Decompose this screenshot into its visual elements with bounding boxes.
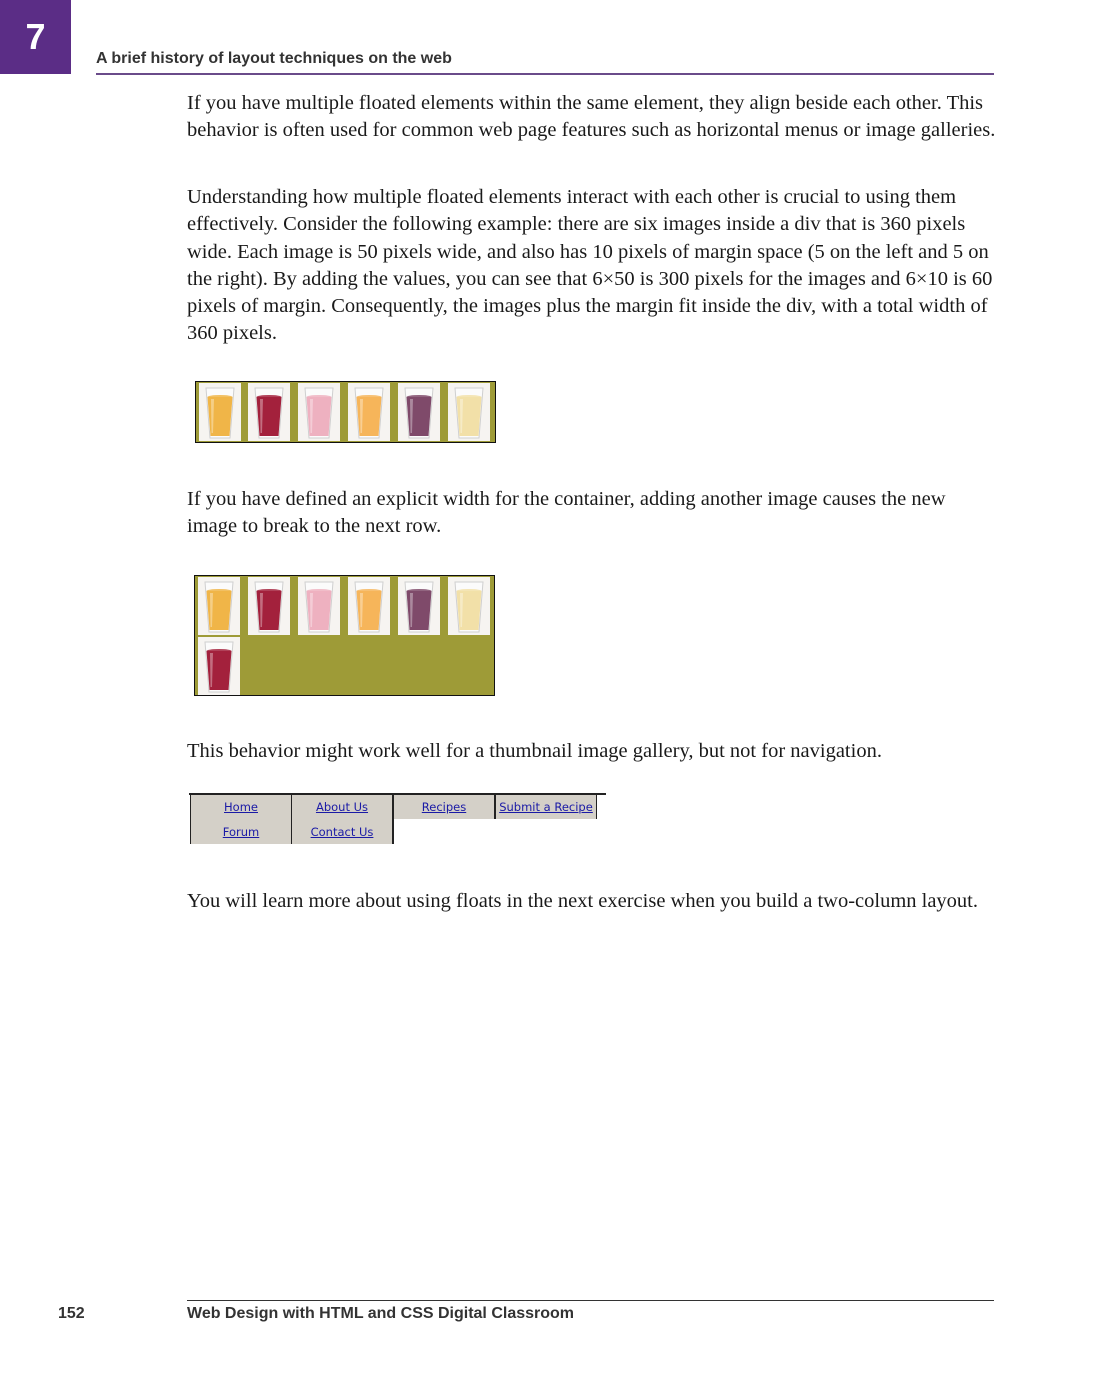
paragraph-next-exercise: You will learn more about using floats in the next exercise when you build a two-column layout.	[187, 890, 979, 912]
smoothie-thumbnail	[398, 577, 440, 635]
nav-link-recipes[interactable]: Recipes	[421, 800, 467, 814]
nav-cell-contact	[292, 819, 394, 844]
nav-cell-home	[190, 795, 293, 819]
six-image-gallery	[195, 381, 496, 443]
paragraph-floats-align: If you have multiple floated elements within the same element, they align beside each other. This behavior is often used for common web page features such as horizontal menus or image galleries.	[187, 92, 996, 142]
smoothie-thumbnail	[198, 577, 240, 635]
nav-link-contact-us[interactable]: Contact Us	[310, 824, 374, 839]
smoothie-thumbnail	[448, 577, 490, 635]
seven-image-gallery-wrapped	[194, 575, 495, 696]
smoothie-thumbnail-wrapped	[198, 637, 240, 695]
smoothie-thumbnail	[348, 383, 390, 441]
smoothie-thumbnail	[348, 577, 390, 635]
nav-cell-submit	[496, 795, 597, 819]
smoothie-thumbnail	[199, 383, 241, 441]
footer-divider	[187, 1300, 994, 1301]
smoothie-thumbnail	[248, 577, 290, 635]
page-number: 152	[58, 1305, 85, 1322]
smoothie-thumbnail	[448, 383, 490, 441]
nav-link-about-us[interactable]: About Us	[315, 800, 369, 814]
floated-navigation-example	[189, 793, 607, 845]
book-title: Web Design with HTML and CSS Digital Classroom	[187, 1305, 575, 1322]
paragraph-floats-example: Understanding how multiple floated elements interact with each other is crucial to using them effectively. Consider the following example: there are six images inside a div that is 360 pixels wide. Each image is 50 pixels wide, and also has 10 pixels of margin space (5 on the left and 5 on the right). By adding the values, you can see that 6×50 is 300 pixels for the images and 6×10 is 60 pixels of margin. Consequently, the images plus the margin fit inside the div, with a total width of 360 pixels.	[187, 186, 993, 345]
nav-cell-forum	[190, 819, 293, 844]
paragraph-explicit-width: If you have defined an explicit width for the container, adding another image causes the new image to break to the next row.	[187, 488, 946, 538]
smoothie-thumbnail	[398, 383, 440, 441]
smoothie-thumbnail	[298, 577, 340, 635]
nav-link-home[interactable]: Home	[224, 800, 258, 814]
header-divider	[96, 73, 994, 75]
paragraph-not-for-navigation: This behavior might work well for a thumbnail image gallery, but not for navigation.	[187, 740, 882, 762]
nav-cell-about	[292, 795, 394, 819]
nav-link-forum[interactable]: Forum	[222, 824, 260, 839]
running-title: A brief history of layout techniques on the web	[96, 50, 452, 67]
smoothie-thumbnail	[298, 383, 340, 441]
smoothie-thumbnail	[248, 383, 290, 441]
nav-link-submit-recipe[interactable]: Submit a Recipe	[499, 800, 593, 814]
nav-cell-recipes	[394, 795, 496, 819]
chapter-number-tab: 7	[0, 0, 71, 74]
